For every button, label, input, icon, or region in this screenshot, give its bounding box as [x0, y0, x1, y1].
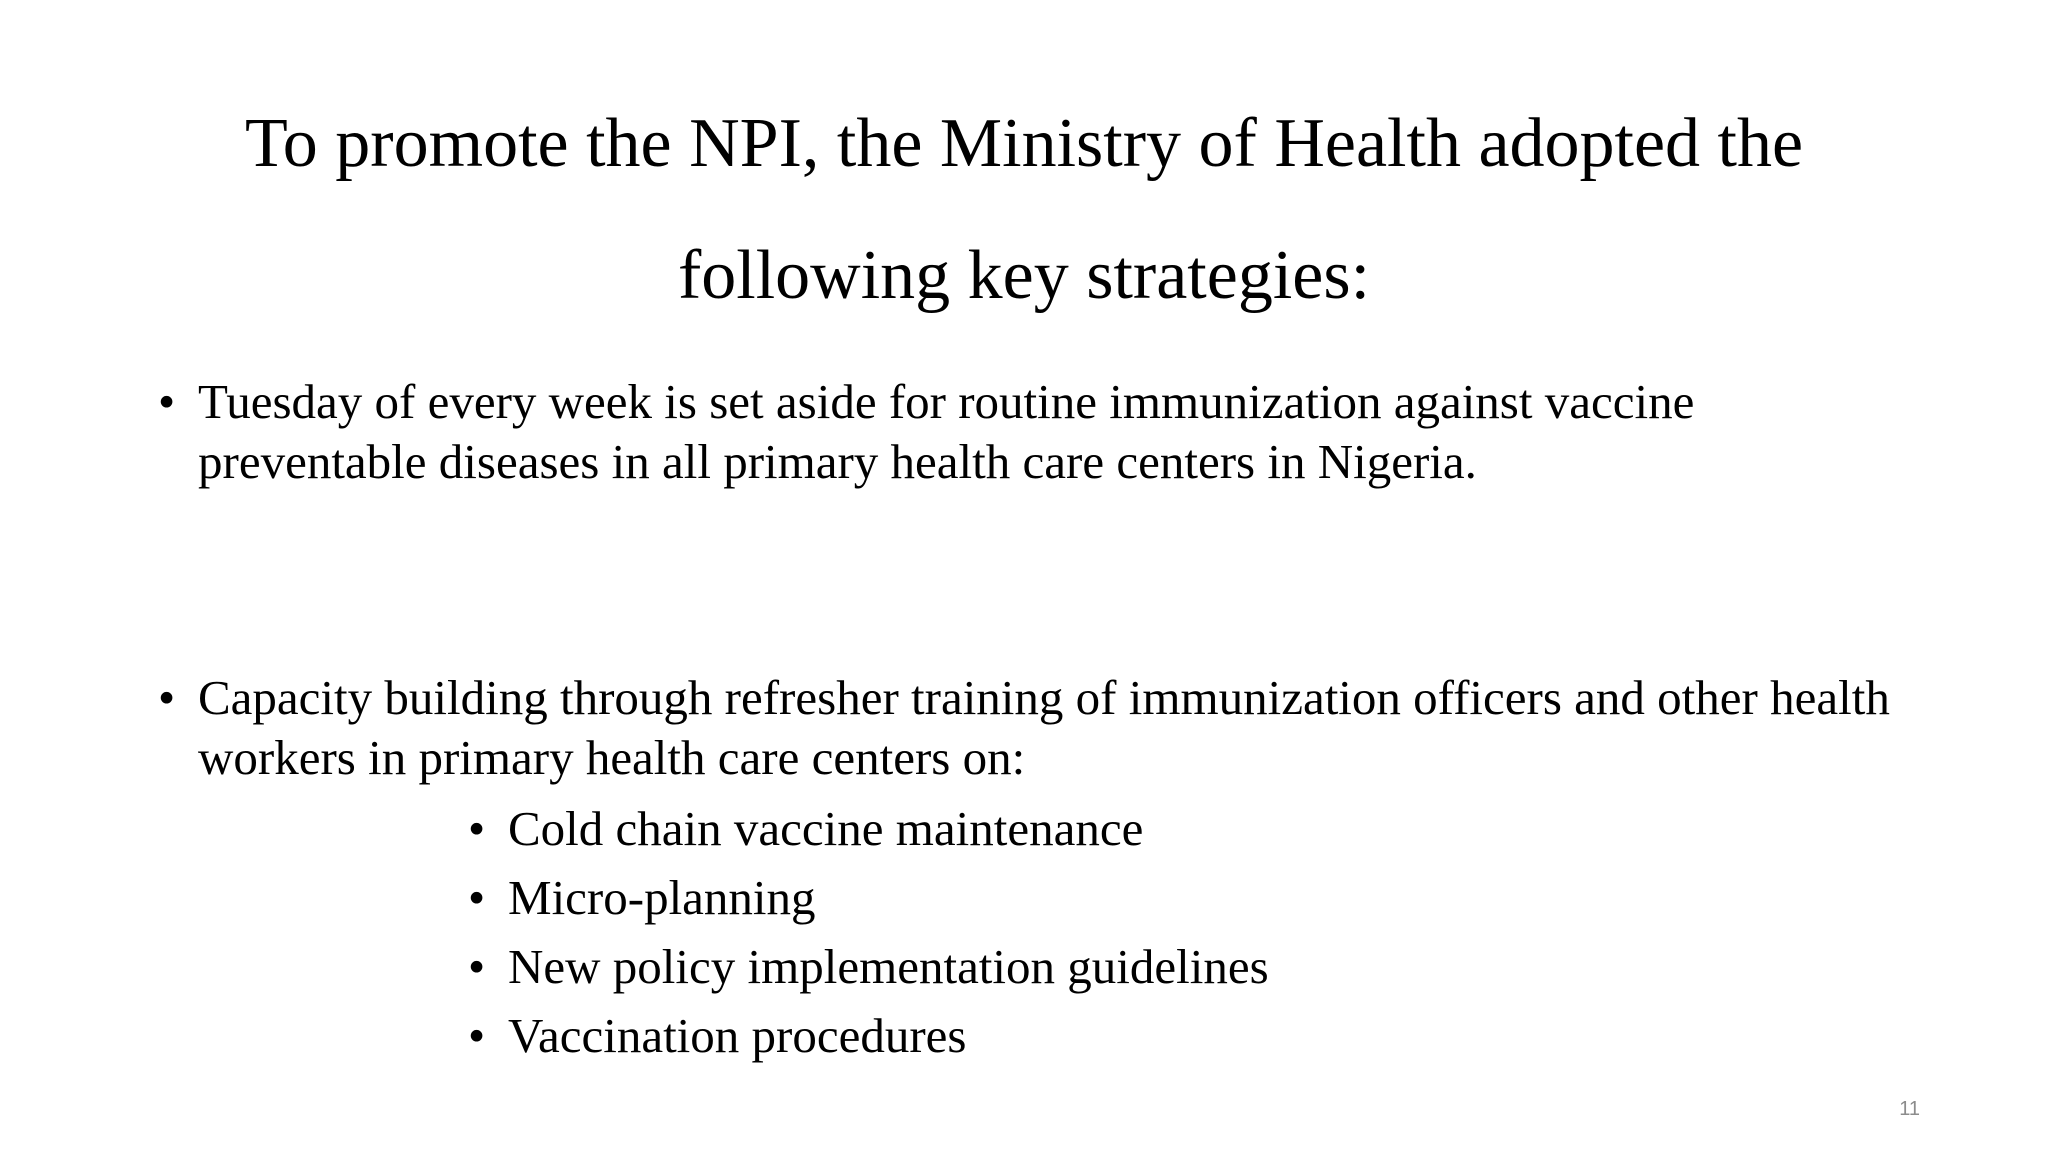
sub-bullet-item [0, 794, 1500, 863]
bullet-icon: • [468, 870, 486, 925]
bullet-icon: • [468, 939, 486, 994]
bullet-text: Tuesday of every week is set aside for routine immunization against vaccine preventable diseases in all primary health care centers in Nigeria. [198, 374, 1695, 489]
bullet-icon: • [158, 374, 176, 429]
sub-bullet-item [0, 1001, 1500, 1070]
sub-bullet-item [0, 863, 1500, 932]
page-number: 11 [1899, 1098, 1920, 1120]
sub-bullet-text: Vaccination procedures [508, 1008, 967, 1063]
bullet-icon: • [158, 670, 176, 725]
sub-bullet-list [0, 794, 1500, 1070]
sub-bullet-text: Micro-planning [508, 870, 816, 925]
bullet-icon: • [468, 1008, 486, 1063]
slide-title: To promote the NPI, the Ministry of Health adopted the following key strategies: [244, 105, 1804, 314]
sub-bullet-item [0, 932, 1500, 1001]
bullet-icon: • [468, 801, 486, 856]
sub-bullet-text: Cold chain vaccine maintenance [508, 801, 1144, 856]
bullet-text: Capacity building through refresher training of immunization officers and other health workers in primary health care centers on: [198, 670, 1890, 785]
sub-bullet-text: New policy implementation guidelines [508, 939, 1269, 994]
